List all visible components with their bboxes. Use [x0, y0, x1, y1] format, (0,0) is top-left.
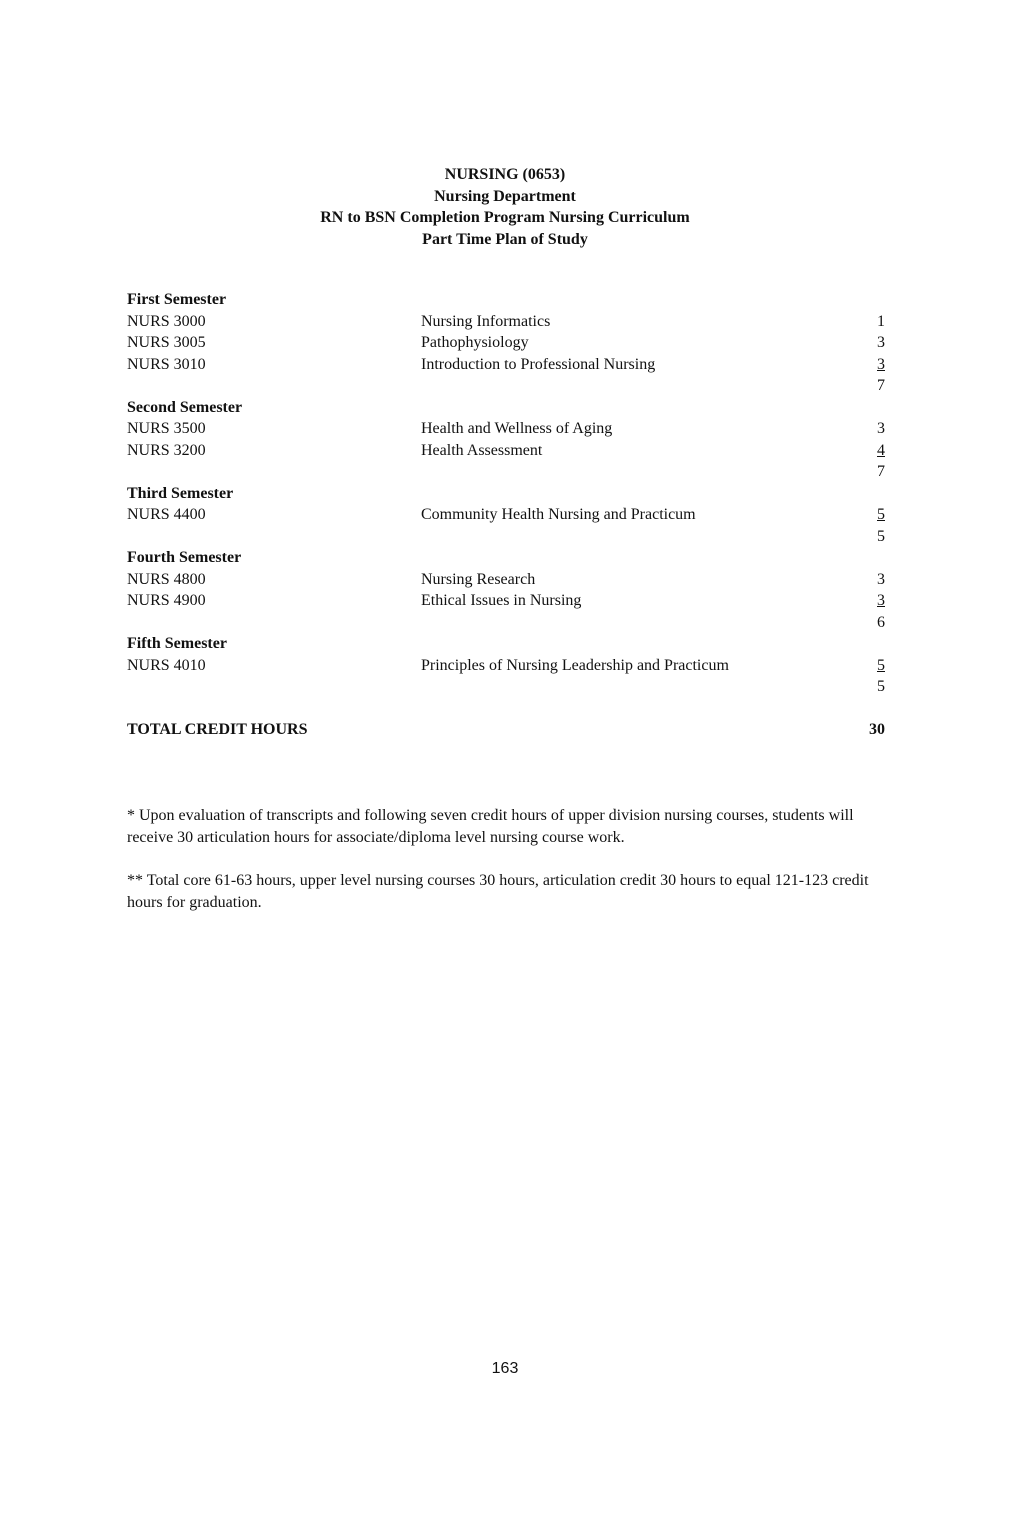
course-credits: 1: [877, 312, 885, 330]
semester-fifth: [127, 633, 885, 698]
course-title: Ethical Issues in Nursing: [421, 592, 582, 609]
course-row: [127, 440, 885, 462]
course-title: Community Health Nursing and Practicum: [421, 506, 696, 523]
semester-third: [127, 483, 885, 548]
course-row: [127, 590, 885, 612]
course-credits: 3: [877, 355, 885, 373]
total-credit-hours-label: TOTAL CREDIT HOURS: [127, 721, 308, 738]
semester-subtotal-row: [127, 375, 885, 397]
course-title: Nursing Informatics: [421, 312, 551, 330]
course-code: NURS 4900: [127, 592, 206, 609]
course-code: NURS 3500: [127, 420, 206, 437]
semester-subtotal: 6: [877, 613, 885, 631]
course-code: NURS 3010: [127, 355, 206, 373]
semester-fourth: [127, 547, 885, 633]
course-title: Health Assessment: [421, 441, 543, 459]
course-title: Principles of Nursing Leadership and Practicum: [421, 656, 729, 674]
course-title: Introduction to Professional Nursing: [421, 355, 656, 373]
course-credits: 5: [877, 656, 885, 674]
plan-of-study: [127, 289, 885, 698]
course-row: [127, 655, 885, 677]
semester-subtotal-row: [127, 676, 885, 698]
semester-title: Second Semester: [127, 398, 243, 416]
document-header: [0, 164, 1010, 250]
course-credits: 3: [877, 570, 885, 588]
department-heading: Nursing Department: [434, 187, 576, 205]
semester-subtotal: 7: [877, 463, 885, 480]
course-row: [127, 332, 885, 354]
course-title: Health and Wellness of Aging: [421, 420, 613, 437]
program-code-heading: NURSING (0653): [444, 166, 566, 183]
semester-subtotal-row: [127, 526, 885, 548]
course-title: Pathophysiology: [421, 334, 529, 351]
course-credits: 3: [877, 420, 885, 437]
course-code: NURS 3200: [127, 441, 206, 459]
total-credit-hours-row: [127, 719, 885, 741]
course-credits: 4: [877, 441, 885, 459]
page-number: 163: [491, 1360, 519, 1377]
course-row: [127, 418, 885, 440]
semester-subtotal: 5: [877, 527, 885, 545]
curriculum-heading: RN to BSN Completion Program Nursing Curriculum: [320, 209, 690, 226]
plan-heading: Part Time Plan of Study: [422, 230, 588, 248]
course-credits: 3: [877, 592, 885, 609]
course-row: [127, 504, 885, 526]
semester-subtotal: 7: [877, 377, 885, 394]
semester-subtotal: 5: [877, 678, 885, 695]
course-row: [127, 354, 885, 376]
semester-subtotal-row: [127, 461, 885, 483]
graduation-hours-note: ** Total core 61-63 hours, upper level nursing courses 30 hours, articulation credit 30 hours to equal 121-123 credit hours for graduation.: [127, 872, 869, 911]
course-code: NURS 4400: [127, 506, 206, 523]
course-code: NURS 4800: [127, 570, 206, 588]
course-credits: 3: [877, 334, 885, 351]
course-credits: 5: [877, 506, 885, 523]
total-credit-hours-value: 30: [869, 721, 885, 738]
semester-title: First Semester: [127, 291, 227, 308]
course-code: NURS 3005: [127, 334, 206, 351]
semester-title: Third Semester: [127, 484, 234, 502]
course-title: Nursing Research: [421, 570, 536, 588]
semester-title: Fifth Semester: [127, 635, 227, 652]
course-code: NURS 3000: [127, 312, 206, 330]
semester-subtotal-row: [127, 612, 885, 634]
course-code: NURS 4010: [127, 656, 206, 674]
articulation-note: * Upon evaluation of transcripts and following seven credit hours of upper division nursing courses, students will receive 30 articulation hours for associate/diploma level nursing course work.: [127, 807, 854, 846]
course-row: [127, 569, 885, 591]
semester-first: [127, 289, 885, 397]
semester-title: Fourth Semester: [127, 549, 242, 566]
course-row: [127, 311, 885, 333]
semester-second: [127, 397, 885, 483]
